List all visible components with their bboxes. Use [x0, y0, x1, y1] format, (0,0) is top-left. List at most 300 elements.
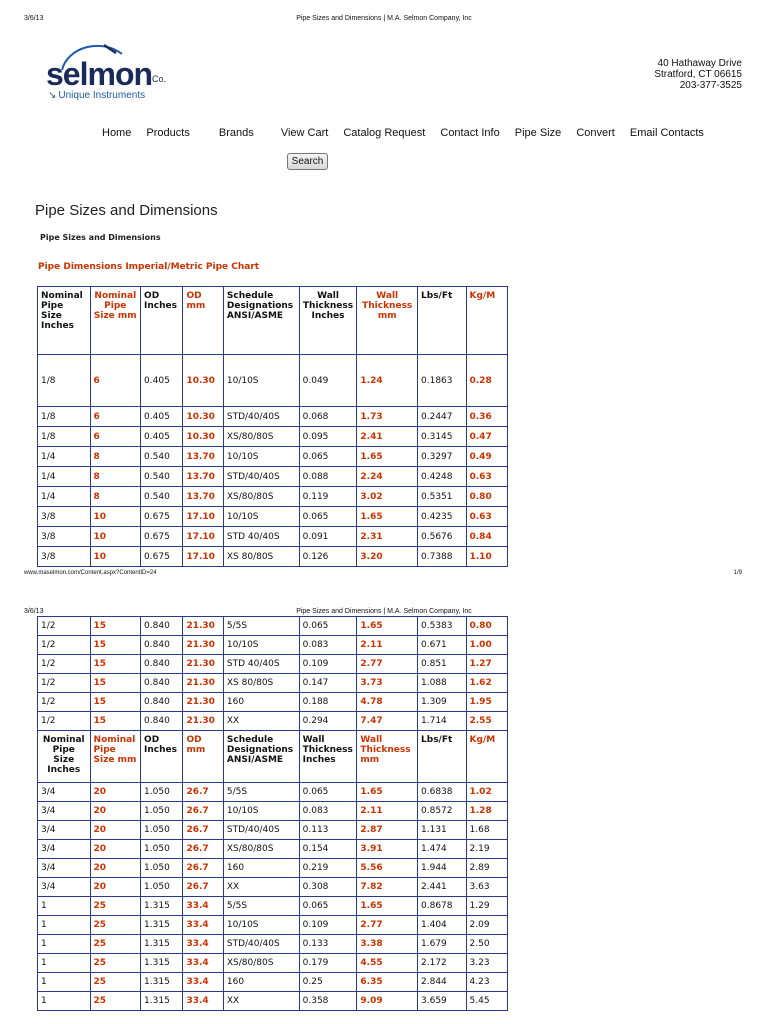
table-cell: 20 — [90, 840, 141, 859]
table-cell: 1.088 — [418, 674, 466, 693]
table-cell: 0.840 — [141, 655, 183, 674]
header-nominal-inches: Nominal Pipe Size Inches — [38, 287, 91, 355]
page-gap — [0, 580, 768, 600]
print-url: www.maselmon.com/Content.aspx?ContentID=24 — [24, 570, 157, 576]
table-cell: 1 — [38, 935, 91, 954]
table-cell: 0.126 — [299, 547, 357, 567]
table-cell: 1.00 — [466, 636, 508, 655]
table-cell: 10 — [90, 547, 141, 567]
table-cell: 3.73 — [357, 674, 418, 693]
table-row — [38, 783, 508, 802]
table-cell: 3/4 — [38, 783, 91, 802]
nav-products[interactable]: Products — [146, 127, 190, 139]
table-cell: 0.113 — [299, 821, 357, 840]
table-cell: 1.68 — [466, 821, 508, 840]
table-cell: 0.25 — [299, 973, 357, 992]
table-cell: 2.11 — [357, 802, 418, 821]
header-nominal-mm: Nominal Pipe Size mm — [90, 287, 141, 355]
table-cell: 3/8 — [38, 547, 91, 567]
table-row — [38, 674, 508, 693]
nav-home[interactable]: Home — [102, 127, 132, 139]
table-cell: XX — [223, 712, 299, 731]
table-cell: 10.30 — [183, 355, 223, 407]
header-lbs-ft: Lbs/Ft — [418, 287, 466, 355]
table-row — [38, 954, 508, 973]
table-row — [38, 547, 508, 567]
nav-pipe-size[interactable]: Pipe Size — [514, 127, 562, 139]
table-cell: 10 — [90, 507, 141, 527]
table-cell: 5.45 — [466, 992, 508, 1011]
table-cell: 1.10 — [466, 547, 508, 567]
table-cell: 0.540 — [141, 467, 183, 487]
table-cell: 1.315 — [141, 935, 183, 954]
table-row — [38, 821, 508, 840]
table-cell: 0.5676 — [418, 527, 466, 547]
table-cell: 1.315 — [141, 973, 183, 992]
header-kg-m: Kg/M — [466, 287, 508, 355]
table-cell: 21.30 — [183, 674, 223, 693]
table-cell: XS/80/80S — [223, 840, 299, 859]
header-schedule: Schedule Designations ANSI/ASME — [223, 731, 299, 783]
table-header-row — [38, 287, 508, 355]
table-cell: XS 80/80S — [223, 547, 299, 567]
table-row — [38, 487, 508, 507]
nav-catalog-request[interactable]: Catalog Request — [343, 127, 426, 139]
print-title-2: Pipe Sizes and Dimensions | M.A. Selmon Company, Inc — [296, 608, 472, 615]
table-cell: 0.065 — [299, 783, 357, 802]
table-cell: 1.27 — [466, 655, 508, 674]
table-cell: 0.47 — [466, 427, 508, 447]
table-cell: 8 — [90, 487, 141, 507]
table-row — [38, 355, 508, 407]
table-cell: 0.308 — [299, 878, 357, 897]
print-header — [0, 15, 768, 27]
table-cell: 0.28 — [466, 355, 508, 407]
header-wall-mm: Wall Thickness mm — [357, 287, 418, 355]
table-cell: 1.73 — [357, 407, 418, 427]
table-cell: 1.315 — [141, 954, 183, 973]
table-cell: 21.30 — [183, 712, 223, 731]
table-cell: 1.050 — [141, 878, 183, 897]
table-cell: 0.675 — [141, 527, 183, 547]
table-cell: 10/10S — [223, 507, 299, 527]
table-cell: 15 — [90, 693, 141, 712]
header-nominal-inches: Nominal Pipe Size Inches — [38, 731, 91, 783]
print-title: Pipe Sizes and Dimensions | M.A. Selmon Company, Inc — [296, 15, 472, 22]
table-cell: 0.179 — [299, 954, 357, 973]
header-od-inches: OD Inches — [141, 731, 183, 783]
table-cell: STD/40/40S — [223, 467, 299, 487]
table-cell: 1/4 — [38, 447, 91, 467]
header-wall-inches: Wall Thickness Inches — [299, 731, 357, 783]
table-cell: 0.088 — [299, 467, 357, 487]
table-cell: 1.65 — [357, 783, 418, 802]
address-city: Stratford, CT 06615 — [654, 69, 742, 80]
address-street: 40 Hathaway Drive — [657, 58, 742, 69]
table-row — [38, 447, 508, 467]
table-cell: 2.41 — [357, 427, 418, 447]
table-cell: 5.56 — [357, 859, 418, 878]
table-cell: 0.3145 — [418, 427, 466, 447]
table-cell: 13.70 — [183, 447, 223, 467]
table-cell: 3/4 — [38, 802, 91, 821]
table-cell: 0.63 — [466, 467, 508, 487]
table-cell: 4.55 — [357, 954, 418, 973]
table-cell: 10 — [90, 527, 141, 547]
table-cell: 1.315 — [141, 992, 183, 1011]
table-cell: 1/2 — [38, 617, 91, 636]
table-cell: 0.294 — [299, 712, 357, 731]
table-cell: 13.70 — [183, 467, 223, 487]
table-cell: 1.315 — [141, 916, 183, 935]
table-cell: 1 — [38, 954, 91, 973]
table-cell: 1.65 — [357, 617, 418, 636]
table-cell: 1/4 — [38, 487, 91, 507]
header-schedule: Schedule Designations ANSI/ASME — [223, 287, 299, 355]
table-cell: 0.675 — [141, 547, 183, 567]
table-cell: 3.63 — [466, 878, 508, 897]
table-cell: STD/40/40S — [223, 821, 299, 840]
table-cell: 2.77 — [357, 655, 418, 674]
logo-swoosh-icon: ↘ — [48, 90, 57, 101]
page-title: Pipe Sizes and Dimensions — [35, 202, 218, 219]
table-cell: 2.844 — [418, 973, 466, 992]
table-cell: 1.404 — [418, 916, 466, 935]
table-cell: 1/2 — [38, 655, 91, 674]
table-cell: 0.068 — [299, 407, 357, 427]
table-cell: 4.23 — [466, 973, 508, 992]
table-row — [38, 636, 508, 655]
logo-co: Co. — [152, 74, 167, 84]
table-cell: 0.36 — [466, 407, 508, 427]
table-cell: 0.840 — [141, 693, 183, 712]
table-cell: 1.24 — [357, 355, 418, 407]
table-cell: 0.7388 — [418, 547, 466, 567]
table-cell: 1.050 — [141, 821, 183, 840]
table-cell: 1.050 — [141, 859, 183, 878]
table-cell: 0.3297 — [418, 447, 466, 467]
table-cell: 0.63 — [466, 507, 508, 527]
table-cell: 21.30 — [183, 617, 223, 636]
print-page-number: 1/9 — [733, 570, 742, 576]
table-row — [38, 407, 508, 427]
print-date: 3/6/13 — [24, 15, 44, 22]
table-cell: 0.065 — [299, 447, 357, 467]
table-cell: 2.89 — [466, 859, 508, 878]
table-cell: 1.02 — [466, 783, 508, 802]
table-cell: 1.050 — [141, 783, 183, 802]
table-cell: 20 — [90, 878, 141, 897]
table-cell: 1.050 — [141, 802, 183, 821]
table-cell: 7.82 — [357, 878, 418, 897]
table-cell: 33.4 — [183, 954, 223, 973]
table-cell: 20 — [90, 859, 141, 878]
table-header-row — [38, 731, 508, 783]
table-cell: XS/80/80S — [223, 427, 299, 447]
table-row — [38, 693, 508, 712]
table-cell: 0.671 — [418, 636, 466, 655]
table-cell: 1.95 — [466, 693, 508, 712]
table-cell: 6 — [90, 427, 141, 447]
header-wall-mm: Wall Thickness mm — [357, 731, 418, 783]
table-cell: 0.80 — [466, 617, 508, 636]
table-cell: 13.70 — [183, 487, 223, 507]
table-cell: 0.5351 — [418, 487, 466, 507]
table-cell: 0.851 — [418, 655, 466, 674]
selmon-logo[interactable] — [44, 40, 174, 104]
table-cell: XS 80/80S — [223, 674, 299, 693]
table-cell: 5/5S — [223, 617, 299, 636]
table-cell: 2.50 — [466, 935, 508, 954]
print-date-2: 3/6/13 — [24, 608, 44, 615]
table-cell: 2.19 — [466, 840, 508, 859]
table-cell: 4.78 — [357, 693, 418, 712]
table-cell: 10/10S — [223, 636, 299, 655]
table-cell: 1 — [38, 897, 91, 916]
table-cell: 10/10S — [223, 447, 299, 467]
table-cell: 0.065 — [299, 507, 357, 527]
table-cell: 25 — [90, 935, 141, 954]
table-row — [38, 802, 508, 821]
table-cell: 0.358 — [299, 992, 357, 1011]
table-cell: 3.659 — [418, 992, 466, 1011]
table-cell: 1/4 — [38, 467, 91, 487]
header-lbs-ft: Lbs/Ft — [418, 731, 466, 783]
table-cell: 15 — [90, 655, 141, 674]
table-cell: 1/2 — [38, 712, 91, 731]
table-cell: 160 — [223, 693, 299, 712]
table-cell: XX — [223, 992, 299, 1011]
table-cell: 26.7 — [183, 802, 223, 821]
header-nominal-mm: Nominal Pipe Size mm — [90, 731, 141, 783]
table-cell: 1/8 — [38, 427, 91, 447]
table-cell: 33.4 — [183, 897, 223, 916]
table-cell: 25 — [90, 973, 141, 992]
table-cell: 0.091 — [299, 527, 357, 547]
header-wall-inches: Wall Thickness Inches — [299, 287, 357, 355]
pipe-table-2 — [37, 616, 508, 1011]
table-cell: 25 — [90, 992, 141, 1011]
address-phone: 203-377-3525 — [679, 80, 742, 91]
table-cell: STD/40/40S — [223, 935, 299, 954]
table-cell: 25 — [90, 954, 141, 973]
table-cell: 26.7 — [183, 859, 223, 878]
table-cell: 1.944 — [418, 859, 466, 878]
table-cell: 1 — [38, 973, 91, 992]
table-cell: 0.6838 — [418, 783, 466, 802]
table-row — [38, 840, 508, 859]
table-cell: 1 — [38, 916, 91, 935]
table-cell: 1.29 — [466, 897, 508, 916]
table-cell: 17.10 — [183, 527, 223, 547]
company-address — [654, 58, 742, 91]
table-row — [38, 712, 508, 731]
table-cell: 0.5383 — [418, 617, 466, 636]
table-cell: 3.20 — [357, 547, 418, 567]
header-od-inches: OD Inches — [141, 287, 183, 355]
table-cell: 2.441 — [418, 878, 466, 897]
logo-tagline-text: Unique Instruments — [58, 90, 146, 101]
table-cell: 0.540 — [141, 487, 183, 507]
table-row — [38, 992, 508, 1011]
table-cell: 0.1863 — [418, 355, 466, 407]
search-button[interactable]: Search — [287, 153, 328, 170]
table-cell: 2.172 — [418, 954, 466, 973]
table-cell: 0.840 — [141, 617, 183, 636]
table-cell: 10/10S — [223, 802, 299, 821]
table-row — [38, 897, 508, 916]
table-cell: 1/8 — [38, 355, 91, 407]
table-cell: 1.679 — [418, 935, 466, 954]
table-cell: 1.28 — [466, 802, 508, 821]
nav-brands[interactable]: Brands — [218, 127, 254, 139]
table-cell: 33.4 — [183, 916, 223, 935]
table-row — [38, 655, 508, 674]
table-cell: 8 — [90, 447, 141, 467]
table-row — [38, 878, 508, 897]
table-cell: 25 — [90, 916, 141, 935]
pipe-table-1 — [37, 286, 508, 567]
table-cell: 2.24 — [357, 467, 418, 487]
table-cell: 33.4 — [183, 935, 223, 954]
nav-contact-info[interactable]: Contact Info — [440, 127, 500, 139]
table-cell: 15 — [90, 712, 141, 731]
table-cell: STD 40/40S — [223, 655, 299, 674]
nav-view-cart[interactable]: View Cart — [280, 127, 329, 139]
table-cell: 3.02 — [357, 487, 418, 507]
table-cell: 8 — [90, 467, 141, 487]
table-cell: 3/4 — [38, 878, 91, 897]
table-row — [38, 527, 508, 547]
table-cell: XS/80/80S — [223, 487, 299, 507]
table-cell: 0.133 — [299, 935, 357, 954]
table-cell: 160 — [223, 859, 299, 878]
header-od-mm: OD mm — [183, 287, 223, 355]
table-cell: 2.09 — [466, 916, 508, 935]
table-cell: 0.405 — [141, 355, 183, 407]
table-row — [38, 916, 508, 935]
table-cell: 6 — [90, 355, 141, 407]
table-row — [38, 507, 508, 527]
table-cell: XS/80/80S — [223, 954, 299, 973]
nav-email-contacts[interactable]: Email Contacts — [629, 127, 704, 139]
table-cell: 3/4 — [38, 840, 91, 859]
table-cell: 10/10S — [223, 916, 299, 935]
table-cell: 20 — [90, 802, 141, 821]
table-cell: 26.7 — [183, 783, 223, 802]
table-cell: 25 — [90, 897, 141, 916]
table-cell: XX — [223, 878, 299, 897]
table-cell: STD/40/40S — [223, 407, 299, 427]
table-cell: 2.11 — [357, 636, 418, 655]
table-cell: 5/5S — [223, 783, 299, 802]
table-cell: 0.065 — [299, 617, 357, 636]
table-cell: 1.131 — [418, 821, 466, 840]
header-kg-m: Kg/M — [466, 731, 508, 783]
table-cell: 0.095 — [299, 427, 357, 447]
table-cell: 0.4235 — [418, 507, 466, 527]
table-cell: 33.4 — [183, 992, 223, 1011]
table-cell: 2.55 — [466, 712, 508, 731]
table-cell: 0.188 — [299, 693, 357, 712]
table-cell: 0.4248 — [418, 467, 466, 487]
table-cell: 0.8678 — [418, 897, 466, 916]
table-cell: 1.315 — [141, 897, 183, 916]
table-cell: 33.4 — [183, 973, 223, 992]
main-nav — [102, 127, 716, 139]
table-cell: STD 40/40S — [223, 527, 299, 547]
table-cell: 21.30 — [183, 693, 223, 712]
table-cell: 3.38 — [357, 935, 418, 954]
table-cell: 1 — [38, 992, 91, 1011]
table-cell: 21.30 — [183, 655, 223, 674]
table-cell: 2.87 — [357, 821, 418, 840]
table-cell: 2.77 — [357, 916, 418, 935]
nav-convert[interactable]: Convert — [576, 127, 615, 139]
table-cell: 0.109 — [299, 916, 357, 935]
table-cell: 0.80 — [466, 487, 508, 507]
table-cell: 160 — [223, 973, 299, 992]
logo-wordmark: selmon — [46, 56, 153, 92]
table-cell: 0.405 — [141, 407, 183, 427]
table-cell: 20 — [90, 783, 141, 802]
table-cell: 26.7 — [183, 878, 223, 897]
table-cell: 1.65 — [357, 447, 418, 467]
table-cell: 1.714 — [418, 712, 466, 731]
table-row — [38, 617, 508, 636]
table-cell: 17.10 — [183, 547, 223, 567]
table-cell: 5/5S — [223, 897, 299, 916]
table-cell: 0.154 — [299, 840, 357, 859]
table-cell: 6 — [90, 407, 141, 427]
table-cell: 1/2 — [38, 693, 91, 712]
table-cell: 0.083 — [299, 802, 357, 821]
table-cell: 10/10S — [223, 355, 299, 407]
table-cell: 0.540 — [141, 447, 183, 467]
table-cell: 0.065 — [299, 897, 357, 916]
table-cell: 0.8572 — [418, 802, 466, 821]
table-cell: 3/8 — [38, 507, 91, 527]
table-cell: 0.147 — [299, 674, 357, 693]
table-cell: 1/2 — [38, 674, 91, 693]
table-cell: 1/2 — [38, 636, 91, 655]
table-row — [38, 935, 508, 954]
table-cell: 1.050 — [141, 840, 183, 859]
table-cell: 3.91 — [357, 840, 418, 859]
table-cell: 0.840 — [141, 674, 183, 693]
table-cell: 3.23 — [466, 954, 508, 973]
table-cell: 0.84 — [466, 527, 508, 547]
table-cell: 0.219 — [299, 859, 357, 878]
table-row — [38, 973, 508, 992]
table-cell: 1.65 — [357, 507, 418, 527]
table-cell: 0.840 — [141, 636, 183, 655]
section-subtitle: Pipe Sizes and Dimensions — [40, 233, 161, 242]
table-cell: 3/8 — [38, 527, 91, 547]
table-cell: 10.30 — [183, 427, 223, 447]
table-cell: 0.675 — [141, 507, 183, 527]
table-cell: 1.65 — [357, 897, 418, 916]
table-cell: 1.474 — [418, 840, 466, 859]
table-cell: 26.7 — [183, 840, 223, 859]
table-cell: 0.109 — [299, 655, 357, 674]
table-cell: 26.7 — [183, 821, 223, 840]
table-cell: 1.309 — [418, 693, 466, 712]
table-cell: 0.840 — [141, 712, 183, 731]
table-cell: 0.49 — [466, 447, 508, 467]
table-cell: 0.049 — [299, 355, 357, 407]
table-row — [38, 467, 508, 487]
